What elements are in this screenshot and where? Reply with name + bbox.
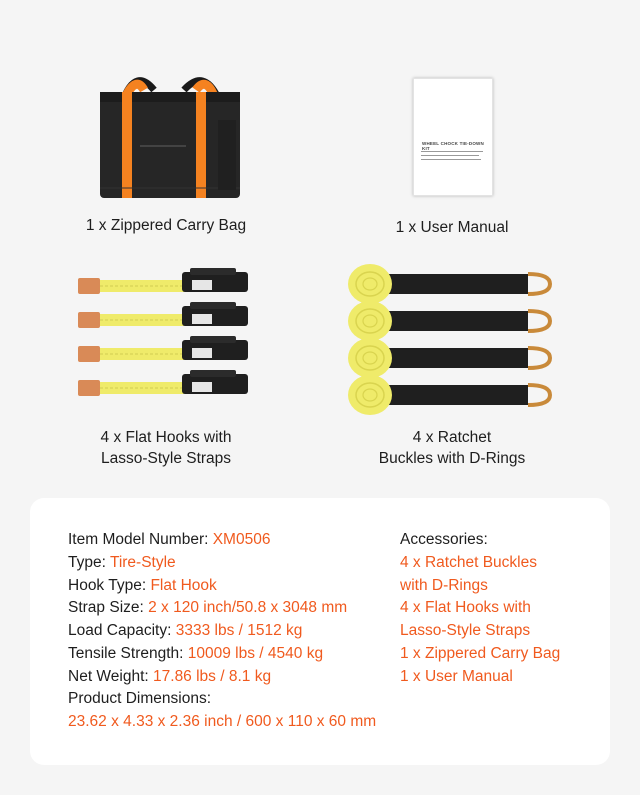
spec-product-dimensions: Product Dimensions: <box>68 690 212 707</box>
buckles-caption <box>340 427 564 469</box>
spec-load-capacity: Load Capacity: 3333 lbs / 1512 kg <box>68 622 303 639</box>
manual-caption-line: 1 x User Manual <box>395 219 509 236</box>
accessory-line: 1 x User Manual <box>400 668 513 685</box>
spec-model: Item Model Number: XM0506 <box>68 531 271 548</box>
user-manual-image <box>413 78 493 196</box>
carry-bag-image <box>96 70 246 200</box>
flat-hook-straps-image <box>78 268 258 413</box>
bag-caption-line: 1 x Zippered Carry Bag <box>85 217 247 234</box>
hooks-caption-line-1: 4 x Flat Hooks with <box>100 429 232 446</box>
accessory-line: with D-Rings <box>400 577 488 594</box>
hooks-caption <box>66 427 266 469</box>
manual-text-line <box>421 151 483 152</box>
accessory-line: Lasso-Style Straps <box>400 622 531 639</box>
accessory-line: 4 x Flat Hooks with <box>400 599 531 616</box>
accessory-line: 1 x Zippered Carry Bag <box>400 645 561 662</box>
manual-cover-title: WHEEL CHOCK TIE-DOWN KIT <box>422 141 484 151</box>
accessories-title: Accessories: <box>400 531 488 548</box>
buckles-caption-line-1: 4 x Ratchet <box>412 429 492 446</box>
manual-text-line <box>421 155 479 156</box>
spec-net-weight: Net Weight: 17.86 lbs / 8.1 kg <box>68 668 272 685</box>
manual-text-line <box>421 159 481 160</box>
spec-strap-size: Strap Size: 2 x 120 inch/50.8 x 3048 mm <box>68 599 348 616</box>
bag-caption <box>66 215 266 236</box>
manual-caption <box>352 217 552 238</box>
ratchet-buckles-image <box>346 260 556 420</box>
hooks-caption-line-2: Lasso-Style Straps <box>100 450 232 467</box>
accessory-line: 4 x Ratchet Buckles <box>400 554 537 571</box>
buckles-caption-line-2: Buckles with D-Rings <box>378 450 526 467</box>
spec-type: Type: Tire-Style <box>68 554 176 571</box>
spec-tensile-strength: Tensile Strength: 10009 lbs / 4540 kg <box>68 645 324 662</box>
spec-dimensions-value: 23.62 x 4.33 x 2.36 inch / 600 x 110 x 60 mm <box>68 713 377 730</box>
spec-hook-type: Hook Type: Flat Hook <box>68 577 217 594</box>
spec-card <box>30 498 610 765</box>
